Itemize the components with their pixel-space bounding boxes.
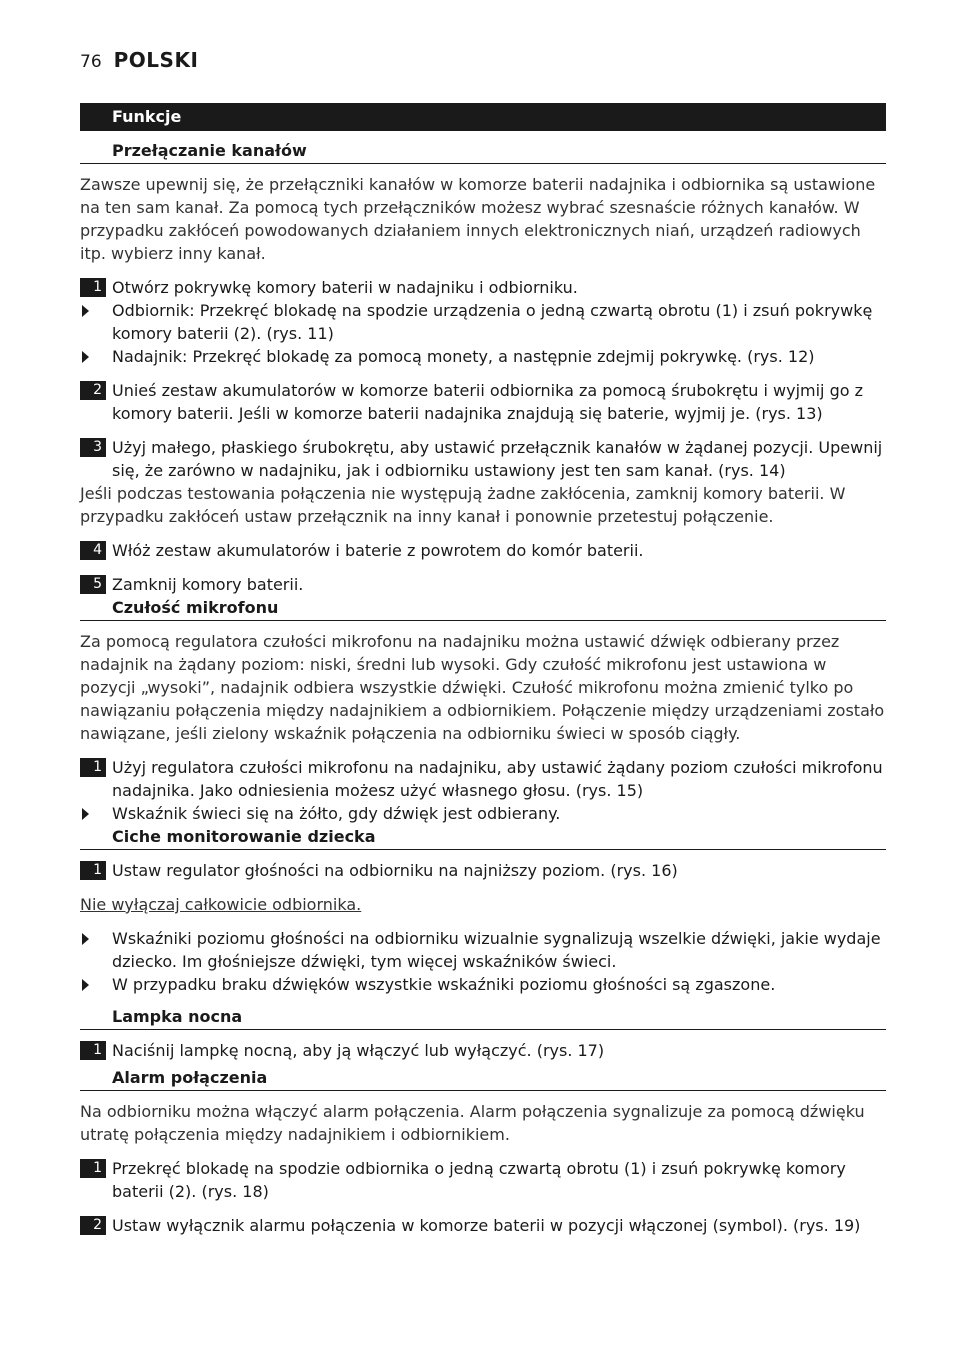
step-text: Przekręć blokadę na spodzie odbiornika o jedną czwartą obrotu (1) i zsuń pokrywkę komory baterii (2). (rys. 18) bbox=[112, 1159, 846, 1201]
triangle-bullet-icon bbox=[82, 305, 89, 317]
step-number: 2 bbox=[80, 1216, 106, 1235]
step-item bbox=[80, 1157, 886, 1203]
subheading-link-alarm: Alarm połączenia bbox=[80, 1066, 886, 1091]
triangle-bullet-icon bbox=[82, 979, 89, 991]
page-number: 76 bbox=[80, 52, 102, 72]
step-item bbox=[80, 1039, 886, 1062]
step-item bbox=[80, 1214, 886, 1237]
bullet-item bbox=[80, 345, 886, 368]
underlined-note bbox=[80, 893, 886, 916]
bullet-text: Wskaźniki poziomu głośności na odbiorniku wizualnie sygnalizują wszelkie dźwięki, jakie wydaje dziecko. Im głośniejsze dźwięki, tym więcej wskaźników świeci. bbox=[112, 929, 881, 971]
step-item bbox=[80, 379, 886, 425]
triangle-bullet-icon bbox=[82, 933, 89, 945]
intro-paragraph: Za pomocą regulatora czułości mikrofonu na nadajniku można ustawić dźwięk odbierany przez nadajnik na żądany poziom: niski, średni lub wysoki. Gdy czułość mikrofonu jest ustawiona w pozycji „wysoki”, nadajnik odbiera wszystkie dźwięki. Czułość mikrofonu można zmienić tylko po nawiązaniu połączenia między nadajnikiem a odbiornikiem. Połączenie między urządzeniami zostało nawiązane, jeśli zielony wskaźnik połączenia na odbiorniku świeci w sposób ciągły. bbox=[80, 632, 885, 743]
step-text: Ustaw wyłącznik alarmu połączenia w komorze baterii w pozycji włączonej (symbol). (rys. 19) bbox=[112, 1216, 861, 1235]
step-item bbox=[80, 436, 886, 482]
step-number: 1 bbox=[80, 278, 106, 297]
subheading-mic-sensitivity: Czułość mikrofonu bbox=[80, 596, 886, 621]
bullet-item bbox=[80, 927, 886, 973]
step-number: 3 bbox=[80, 438, 106, 457]
step-number: 2 bbox=[80, 381, 106, 400]
step-text: Włóż zestaw akumulatorów i baterie z powrotem do komór baterii. bbox=[112, 541, 644, 560]
intro-paragraph: Na odbiorniku można włączyć alarm połączenia. Alarm połączenia sygnalizuje za pomocą dźwięku utratę połączenia między nadajnikiem i odbiornikiem. bbox=[80, 1102, 865, 1144]
step-number: 1 bbox=[80, 758, 106, 777]
triangle-bullet-icon bbox=[82, 808, 89, 820]
triangle-bullet-icon bbox=[82, 351, 89, 363]
step-text: Zamknij komory baterii. bbox=[112, 575, 304, 594]
bullet-item bbox=[80, 299, 886, 345]
step-number: 5 bbox=[80, 575, 106, 594]
step-item bbox=[80, 539, 886, 562]
bullet-text: W przypadku braku dźwięków wszystkie wskaźniki poziomu głośności są zgaszone. bbox=[112, 975, 776, 994]
page-content bbox=[80, 103, 886, 1237]
subheading-channel-switching: Przełączanie kanałów bbox=[80, 139, 886, 164]
bullet-text: Odbiornik: Przekręć blokadę na spodzie urządzenia o jedną czwartą obrotu (1) i zsuń pokrywkę komory baterii (2). (rys. 11) bbox=[112, 301, 873, 343]
intro-paragraph: Zawsze upewnij się, że przełączniki kanałów w komorze baterii nadajnika i odbiornika są ustawione na ten sam kanał. Za pomocą tych przełączników możesz wybrać szesnaście różnych kanałów. W przypadku zakłóceń powodowanych działaniem innych elektronicznych niań, urządzeń radiowych itp. wybierz inny kanał. bbox=[80, 175, 876, 263]
bullet-item bbox=[80, 802, 886, 825]
step-item bbox=[80, 756, 886, 802]
step-number: 4 bbox=[80, 541, 106, 560]
step-number: 1 bbox=[80, 1041, 106, 1060]
bullet-text: Wskaźnik świeci się na żółto, gdy dźwięk jest odbierany. bbox=[112, 804, 561, 823]
bullet-text: Nadajnik: Przekręć blokadę za pomocą monety, a następnie zdejmij pokrywkę. (rys. 12) bbox=[112, 347, 815, 366]
step-text: Użyj regulatora czułości mikrofonu na nadajniku, aby ustawić żądany poziom czułości mikrofonu nadajnika. Jako odniesienia możesz użyć własnego głosu. (rys. 15) bbox=[112, 758, 883, 800]
step-text: Użyj małego, płaskiego śrubokrętu, aby ustawić przełącznik kanałów w żądanej pozycji. Upewnij się, że zarówno w nadajniku, jak i odbiorniku ustawiony jest ten sam kanał. (rys. 14) bbox=[112, 438, 883, 480]
step-text: Naciśnij lampkę nocną, aby ją włączyć lub wyłączyć. (rys. 17) bbox=[112, 1041, 605, 1060]
subheading-night-light: Lampka nocna bbox=[80, 1005, 886, 1030]
note-paragraph: Jeśli podczas testowania połączenia nie występują żadne zakłócenia, zamknij komory baterii. W przypadku zakłóceń ustaw przełącznik na inny kanał i ponownie przetestuj połączenie. bbox=[80, 484, 846, 526]
step-number: 1 bbox=[80, 1159, 106, 1178]
step-text: Unieś zestaw akumulatorów w komorze baterii odbiornika za pomocą śrubokrętu i wyjmij go z komory baterii. Jeśli w komorze baterii nadajnika znajdują się baterie, wyjmij je. (rys. 13) bbox=[112, 381, 864, 423]
bullet-item bbox=[80, 973, 886, 996]
step-text: Ustaw regulator głośności na odbiorniku na najniższy poziom. (rys. 16) bbox=[112, 861, 678, 880]
language-label: POLSKI bbox=[113, 48, 199, 72]
step-item bbox=[80, 859, 886, 882]
step-number: 1 bbox=[80, 861, 106, 880]
note-text: Nie wyłączaj całkowicie odbiornika. bbox=[80, 895, 362, 914]
step-text: Otwórz pokrywkę komory baterii w nadajniku i odbiorniku. bbox=[112, 278, 578, 297]
step-item bbox=[80, 276, 886, 299]
subheading-silent-monitoring: Ciche monitorowanie dziecka bbox=[80, 825, 886, 850]
step-item bbox=[80, 573, 886, 596]
page-header bbox=[80, 48, 198, 74]
section-banner: Funkcje bbox=[80, 103, 886, 131]
